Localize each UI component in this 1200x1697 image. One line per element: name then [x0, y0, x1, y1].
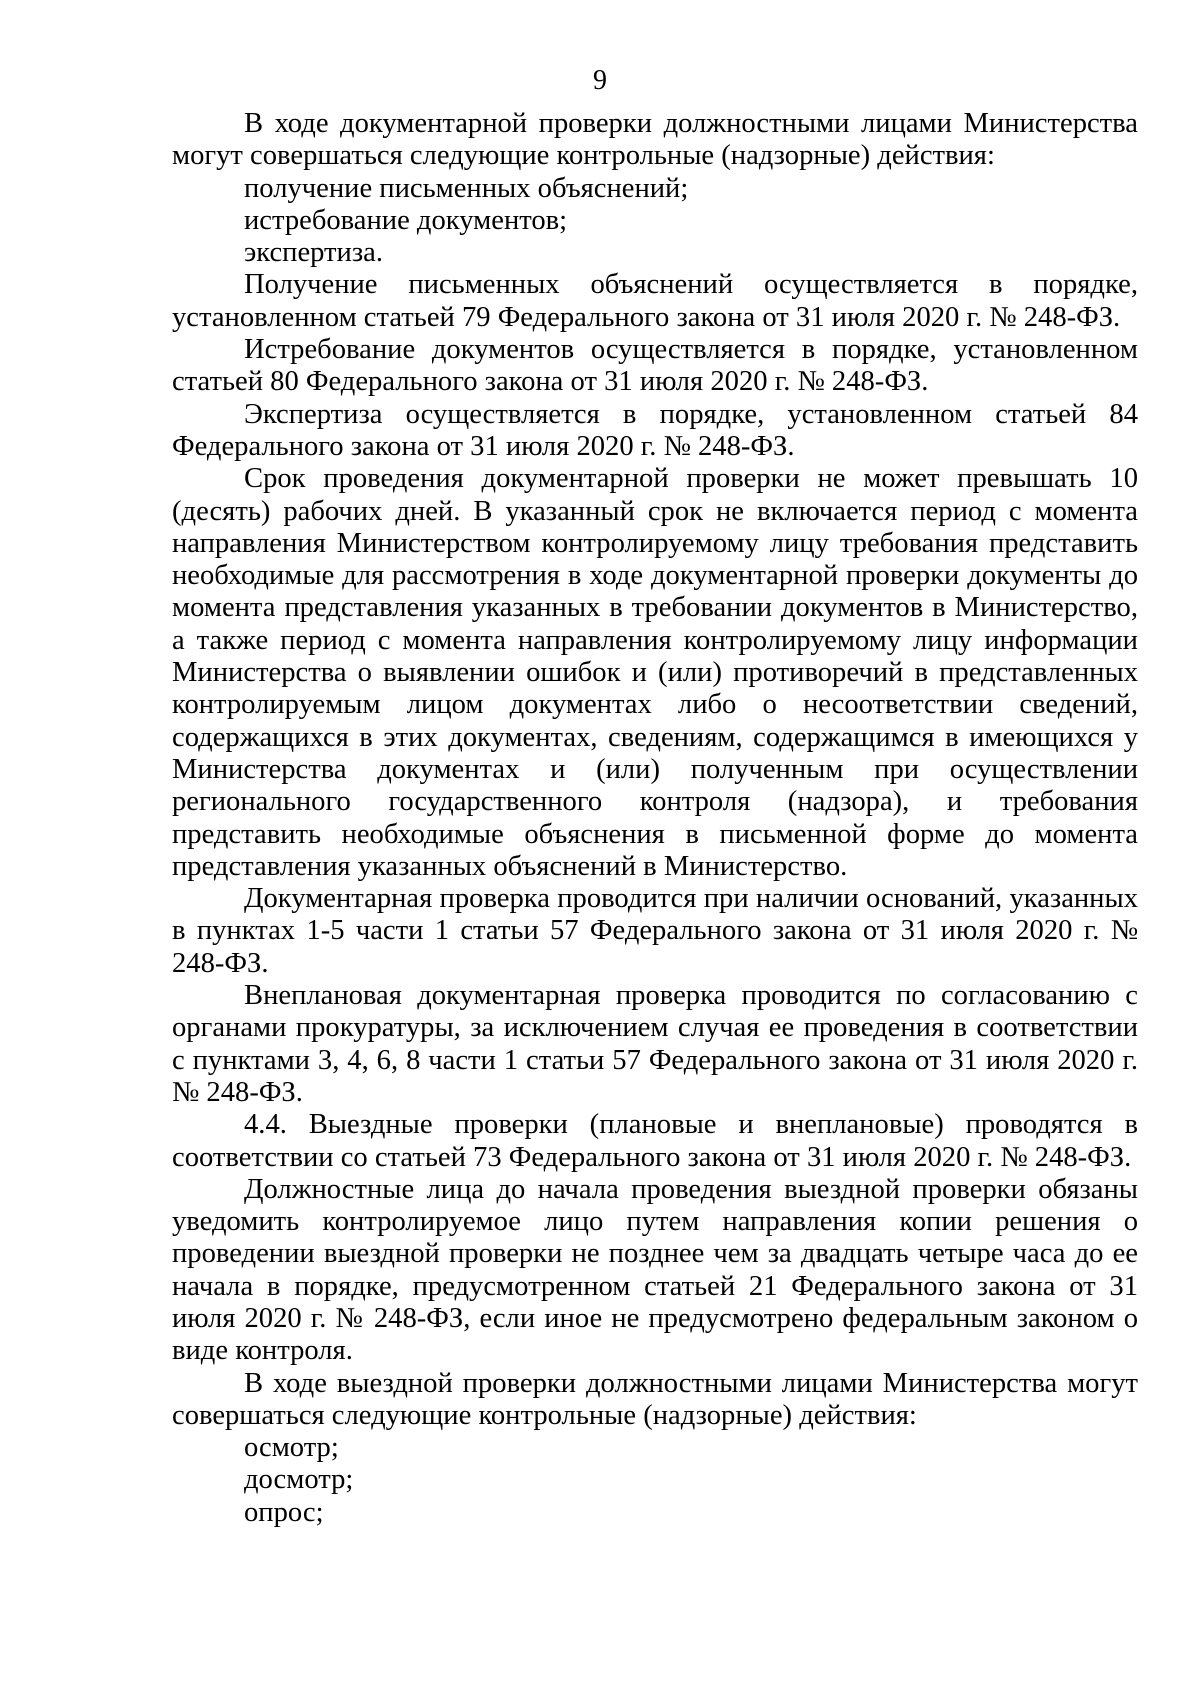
list-item-document-request: истребование документов; [244, 204, 568, 236]
list-item-inspection: осмотр; [244, 1432, 339, 1464]
paragraph-expertise-procedure: Экспертиза осуществляется в порядке, установленном статьей 84 Федерального закона от 31 июля 2020 г. № 248-ФЗ. [172, 398, 1138, 462]
paragraph-document-check-duration: Срок проведения документарной проверки не может превышать 10 (десять) рабочих дней. В указанный срок не включается период с момента направления Министерством контролируемому лицу требования представить необходимые для рассмотрения в ходе документарной проверки документы до момента представления указанных в требовании документов в Министерство, а также период с момента направления контролируемому лицу информации Министерства о выявлении ошибок и (или) противоречий в представленных контролируемым лицом документах либо о несоответствии сведений, содержащихся в этих документах, сведениям, содержащимся в имеющихся у Министерства документах и (или) полученным при осуществлении регионального государственного контроля (надзора), и требования представить необходимые объяснения в письменной форме до момента представления указанных объяснений в Министерство. [172, 463, 1138, 882]
list-item-examination: досмотр; [244, 1464, 354, 1496]
paragraph-field-inspections: 4.4. Выездные проверки (плановые и внеплановые) проводятся в соответствии со статьей 73 Федерального закона от 31 июля 2020 г. № 248-ФЗ. [172, 1109, 1138, 1173]
paragraph-field-inspection-notice: Должностные лица до начала проведения выездной проверки обязаны уведомить контролируемое лицо путем направления копии решения о проведении выездной проверки не позднее чем за двадцать четыре часа до ее начала в порядке, предусмотренном статьей 21 Федерального закона от 31 июля 2020 г. № 248-ФЗ, если иное не предусмотрено федеральным законом о виде контроля. [172, 1173, 1138, 1367]
list-item-written-explanations: получение письменных объяснений; [244, 172, 689, 204]
paragraph-field-inspection-actions: В ходе выездной проверки должностными лицами Министерства могут совершаться следующие контрольные (надзорные) действия: [172, 1367, 1138, 1431]
list-item-survey: опрос; [244, 1496, 324, 1528]
list-item-expertise: экспертиза. [244, 237, 383, 269]
page-number: 9 [593, 65, 607, 96]
paragraph-document-check-grounds: Документарная проверка проводится при наличии оснований, указанных в пунктах 1-5 части 1 статьи 57 Федерального закона от 31 июля 2020 г. № 248-ФЗ. [172, 883, 1138, 979]
document-body [172, 108, 1138, 1529]
paragraph-written-explanations-procedure: Получение письменных объяснений осуществляется в порядке, установленном статьей 79 Федерального закона от 31 июля 2020 г. № 248-ФЗ. [172, 269, 1138, 333]
paragraph-document-request-procedure: Истребование документов осуществляется в порядке, установленном статьей 80 Федерального закона от 31 июля 2020 г. № 248-ФЗ. [172, 334, 1138, 398]
paragraph-document-check-actions: В ходе документарной проверки должностными лицами Министерства могут совершаться следующие контрольные (надзорные) действия: [172, 108, 1138, 172]
paragraph-unscheduled-check-approval: Внеплановая документарная проверка проводится по согласованию с органами прокуратуры, за исключением случая ее проведения в соответствии с пунктами 3, 4, 6, 8 части 1 статьи 57 Федерального закона от 31 июля 2020 г. № 248-ФЗ. [172, 980, 1138, 1108]
